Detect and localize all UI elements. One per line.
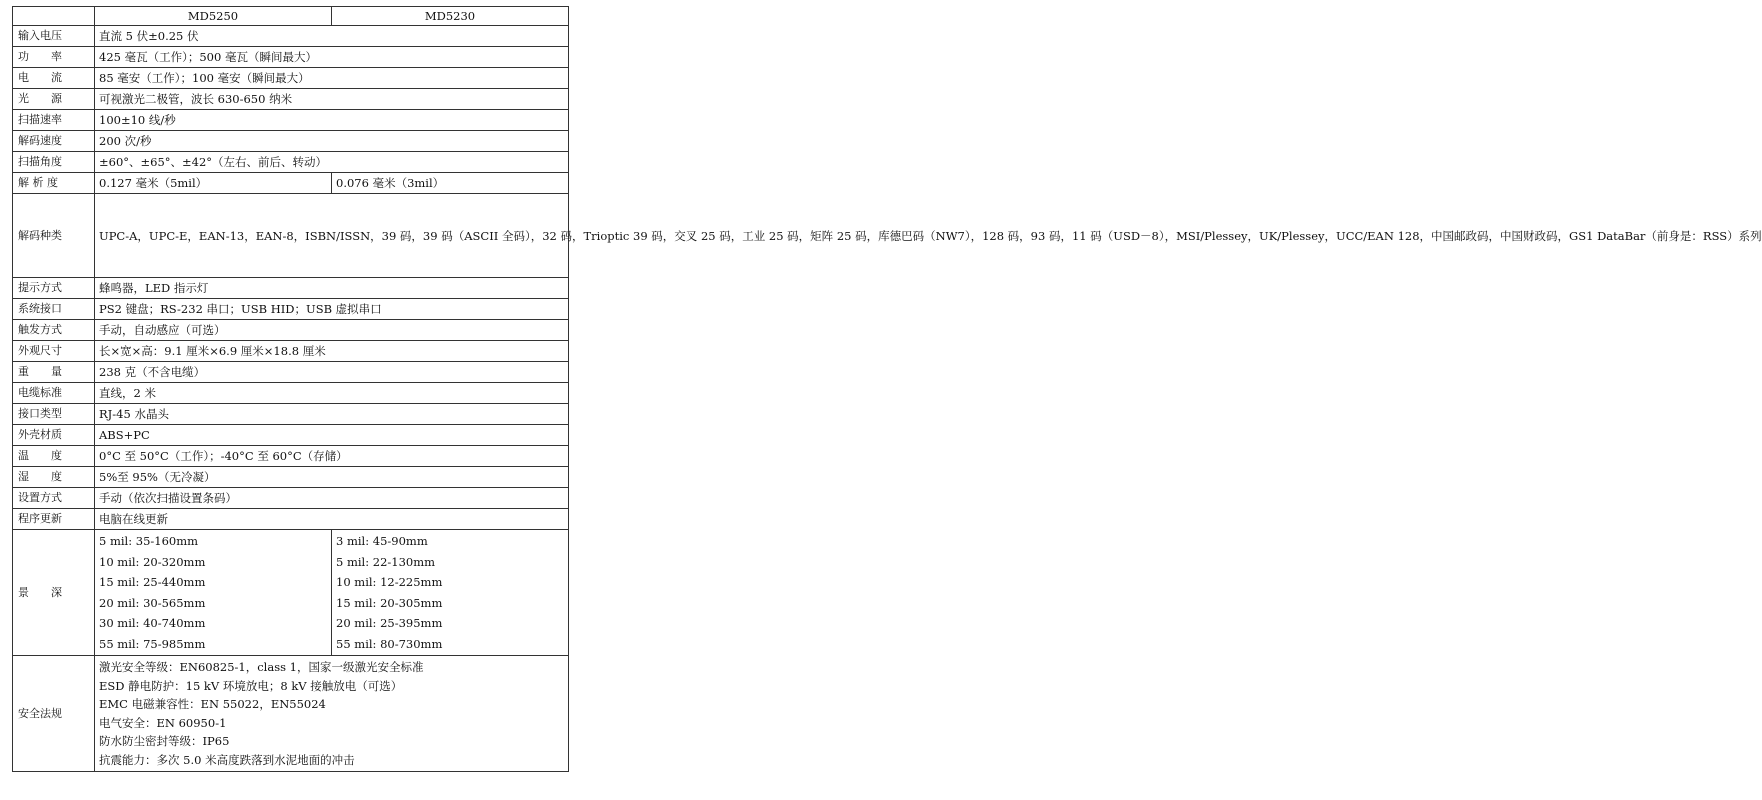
- spec-value: ±60°、±65°、±42°（左右、前后、转动）: [95, 152, 569, 173]
- spec-label: 程序更新: [13, 509, 95, 530]
- spec-table-body: [13, 7, 1762, 772]
- depth-md5230: [332, 530, 569, 656]
- safety-line: 抗震能力：多次 5.0 米高度跌落到水泥地面的冲击: [99, 752, 355, 767]
- spec-value: PS2 键盘；RS-232 串口；USB HID；USB 虚拟串口: [95, 299, 569, 320]
- spec-label: 湿 度: [13, 467, 95, 488]
- safety-row: [13, 656, 569, 772]
- depth-label: 景 深: [13, 530, 95, 656]
- spec-value: 蜂鸣器，LED 指示灯: [95, 278, 569, 299]
- spec-label: 系统接口: [13, 299, 95, 320]
- depth-list: [99, 531, 327, 654]
- spec-value: 手动，自动感应（可选）: [95, 320, 569, 341]
- spec-label: 触发方式: [13, 320, 95, 341]
- depth-item: 20 mil: 30-565mm: [99, 595, 206, 610]
- header-model-md5250: MD5250: [95, 7, 332, 26]
- spec-row: [13, 446, 569, 467]
- spec-label: 电 流: [13, 68, 95, 89]
- resolution-md5230: 0.076 毫米（3mil）: [332, 173, 569, 194]
- safety-line: EMC 电磁兼容性：EN 55022，EN55024: [99, 697, 326, 711]
- spec-row: [13, 89, 569, 110]
- depth-item: 10 mil: 12-225mm: [336, 575, 443, 589]
- depth-item: 15 mil: 20-305mm: [336, 595, 443, 610]
- spec-label: 接口类型: [13, 404, 95, 425]
- spec-value: 425 毫瓦（工作）；500 毫瓦（瞬间最大）: [95, 47, 569, 68]
- depth-of-field-row: [13, 530, 569, 656]
- depth-item: 55 mil: 80-730mm: [336, 636, 443, 651]
- safety-line: 激光安全等级：EN60825-1，class 1，国家一级激光安全标准: [99, 660, 424, 674]
- spec-row: [13, 362, 569, 383]
- depth-item: 15 mil: 25-440mm: [99, 575, 206, 589]
- spec-label: 提示方式: [13, 278, 95, 299]
- spec-label: 光 源: [13, 89, 95, 110]
- spec-row: [13, 26, 569, 47]
- spec-value: 长×宽×高：9.1 厘米×6.9 厘米×18.8 厘米: [95, 341, 569, 362]
- header-row: [13, 7, 569, 26]
- spec-label: 温 度: [13, 446, 95, 467]
- resolution-row: [13, 173, 569, 194]
- spec-value: 5%至 95%（无冷凝）: [95, 467, 569, 488]
- spec-table: [12, 6, 1762, 772]
- resolution-md5250: 0.127 毫米（5mil）: [95, 173, 332, 194]
- spec-label: 电缆标准: [13, 383, 95, 404]
- spec-label: 功 率: [13, 47, 95, 68]
- spec-row: [13, 47, 569, 68]
- depth-item: 10 mil: 20-320mm: [99, 554, 206, 569]
- spec-value: 电脑在线更新: [95, 509, 569, 530]
- spec-label: 输入电压: [13, 26, 95, 47]
- symbologies-row: [13, 194, 569, 278]
- spec-row: [13, 467, 569, 488]
- spec-value: 100±10 线/秒: [95, 110, 569, 131]
- depth-item: 5 mil: 35-160mm: [99, 534, 199, 548]
- spec-value: 0°C 至 50°C（工作）；-40°C 至 60°C（存储）: [95, 446, 569, 467]
- depth-item: 3 mil: 45-90mm: [336, 534, 428, 548]
- spec-row: [13, 152, 569, 173]
- spec-row: [13, 488, 569, 509]
- depth-list: [336, 531, 564, 654]
- depth-item: 20 mil: 25-395mm: [336, 616, 443, 630]
- spec-value: RJ-45 水晶头: [95, 404, 569, 425]
- spec-row: [13, 509, 569, 530]
- depth-item: 55 mil: 75-985mm: [99, 636, 206, 651]
- depth-item: 30 mil: 40-740mm: [99, 616, 206, 630]
- spec-value: 238 克（不含电缆）: [95, 362, 569, 383]
- spec-row: [13, 68, 569, 89]
- safety-line: 电气安全：EN 60950-1: [99, 715, 227, 730]
- symbologies-label: 解码种类: [13, 194, 95, 278]
- spec-value: 手动（依次扫描设置条码）: [95, 488, 569, 509]
- safety-label: 安全法规: [13, 656, 95, 772]
- spec-row: [13, 278, 569, 299]
- spec-row: [13, 383, 569, 404]
- spec-label: 重 量: [13, 362, 95, 383]
- spec-row: [13, 320, 569, 341]
- header-model-md5230: MD5230: [332, 7, 569, 26]
- spec-value: 直线，2 米: [95, 383, 569, 404]
- spec-label: 扫描角度: [13, 152, 95, 173]
- spec-value: 200 次/秒: [95, 131, 569, 152]
- resolution-label: 解 析 度: [13, 173, 95, 194]
- spec-row: [13, 131, 569, 152]
- spec-row: [13, 425, 569, 446]
- safety-line: 防水防尘密封等级：IP65: [99, 734, 230, 748]
- spec-value: ABS+PC: [95, 425, 569, 446]
- spec-row: [13, 110, 569, 131]
- depth-item: 5 mil: 22-130mm: [336, 554, 436, 569]
- depth-md5250: [95, 530, 332, 656]
- spec-value: 85 毫安（工作）；100 毫安（瞬间最大）: [95, 68, 569, 89]
- safety-line: ESD 静电防护：15 kV 环境放电；8 kV 接触放电（可选）: [99, 678, 403, 693]
- spec-row: [13, 299, 569, 320]
- symbologies-value: UPC-A，UPC-E，EAN-13，EAN-8，ISBN/ISSN，39 码，39 码（ASCII 全码），32 码，Trioptic 39 码，交叉 25 码，工业 25 码，矩阵 25 码，库德巴码（NW7），128 码，93 码，11 码（USD－8），MSI/Plessey，UK/Plessey，UCC/EAN 128，中国邮政码，中国财政码，GS1 DataBar（前身是：RSS）系列: [95, 194, 569, 278]
- spec-row: [13, 404, 569, 425]
- spec-row: [13, 341, 569, 362]
- spec-label: 解码速度: [13, 131, 95, 152]
- spec-label: 外观尺寸: [13, 341, 95, 362]
- spec-value: 直流 5 伏±0.25 伏: [95, 26, 569, 47]
- spec-label: 外壳材质: [13, 425, 95, 446]
- header-blank: [13, 7, 95, 26]
- spec-label: 扫描速率: [13, 110, 95, 131]
- spec-value: 可视激光二极管，波长 630-650 纳米: [95, 89, 569, 110]
- spec-label: 设置方式: [13, 488, 95, 509]
- safety-value: [95, 656, 569, 772]
